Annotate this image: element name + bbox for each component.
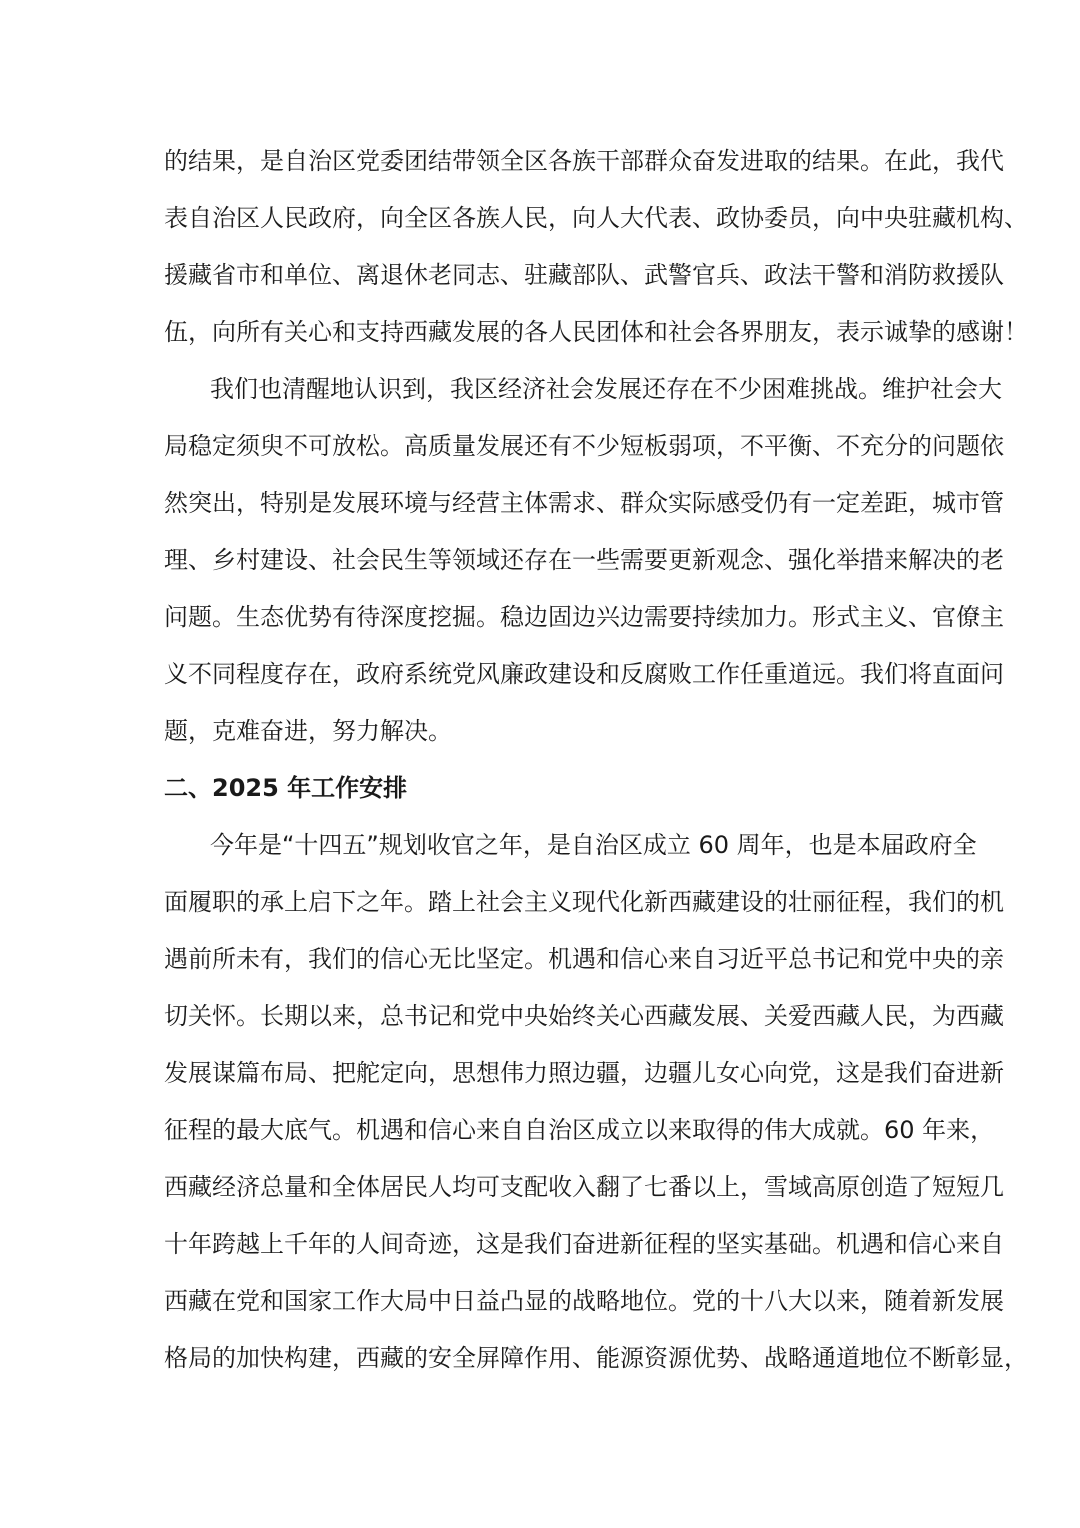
text-line: 援藏省市和单位、离退休老同志、驻藏部队、武警官兵、政法干警和消防救援队 xyxy=(164,261,1004,289)
text-line: 十年跨越上千年的人间奇迹，这是我们奋进新征程的坚实基础。机遇和信心来自 xyxy=(164,1230,1004,1258)
text-line: 题，克难奋进，努力解决。 xyxy=(164,717,452,745)
paragraph-challenges xyxy=(164,361,1004,760)
text-line: 面履职的承上启下之年。踏上社会主义现代化新西藏建设的壮丽征程，我们的机 xyxy=(164,888,1004,916)
text-line: 切关怀。长期以来，总书记和党中央始终关心西藏发展、关爱西藏人民，为西藏 xyxy=(164,1002,1004,1030)
text-line: 今年是“十四五”规划收官之年，是自治区成立 60 周年，也是本届政府全 xyxy=(210,831,977,859)
text-line: 然突出，特别是发展环境与经营主体需求、群众实际感受仍有一定差距，城市管 xyxy=(164,489,1004,517)
paragraph-2025-plan xyxy=(164,817,1028,1387)
section-heading-block xyxy=(164,760,916,817)
text-line: 征程的最大底气。机遇和信心来自自治区成立以来取得的伟大成就。60 年来， xyxy=(164,1116,995,1144)
text-line: 的结果，是自治区党委团结带领全区各族干部群众奋发进取的结果。在此，我代 xyxy=(164,147,1004,175)
text-line: 伍，向所有关心和支持西藏发展的各人民团体和社会各界朋友，表示诚挚的感谢！ xyxy=(164,318,1028,346)
paragraph-thanks xyxy=(164,133,1028,361)
text-line: 问题。生态优势有待深度挖掘。稳边固边兴边需要持续加力。形式主义、官僚主 xyxy=(164,603,1004,631)
text-line: 遇前所未有，我们的信心无比坚定。机遇和信心来自习近平总书记和党中央的亲 xyxy=(164,945,1004,973)
text-line: 西藏经济总量和全体居民人均可支配收入翻了七番以上，雪域高原创造了短短几 xyxy=(164,1173,1004,1201)
text-line: 我们也清醒地认识到，我区经济社会发展还存在不少困难挑战。维护社会大 xyxy=(210,375,1002,403)
text-line: 表自治区人民政府，向全区各族人民，向人大代表、政协委员，向中央驻藏机构、 xyxy=(164,204,1028,232)
text-line: 局稳定须臾不可放松。高质量发展还有不少短板弱项，不平衡、不充分的问题依 xyxy=(164,432,1004,460)
text-line: 格局的加快构建，西藏的安全屏障作用、能源资源优势、战略通道地位不断彰显， xyxy=(164,1344,1028,1372)
text-line: 理、乡村建设、社会民生等领域还存在一些需要更新观念、强化举措来解决的老 xyxy=(164,546,1004,574)
text-line: 发展谋篇布局、把舵定向，思想伟力照边疆，边疆儿女心向党，这是我们奋进新 xyxy=(164,1059,1004,1087)
text-line: 西藏在党和国家工作大局中日益凸显的战略地位。党的十八大以来，随着新发展 xyxy=(164,1287,1004,1315)
text-line: 义不同程度存在，政府系统党风廉政建设和反腐败工作任重道远。我们将直面问 xyxy=(164,660,1004,688)
section-heading: 二、2025 年工作安排 xyxy=(164,774,408,802)
